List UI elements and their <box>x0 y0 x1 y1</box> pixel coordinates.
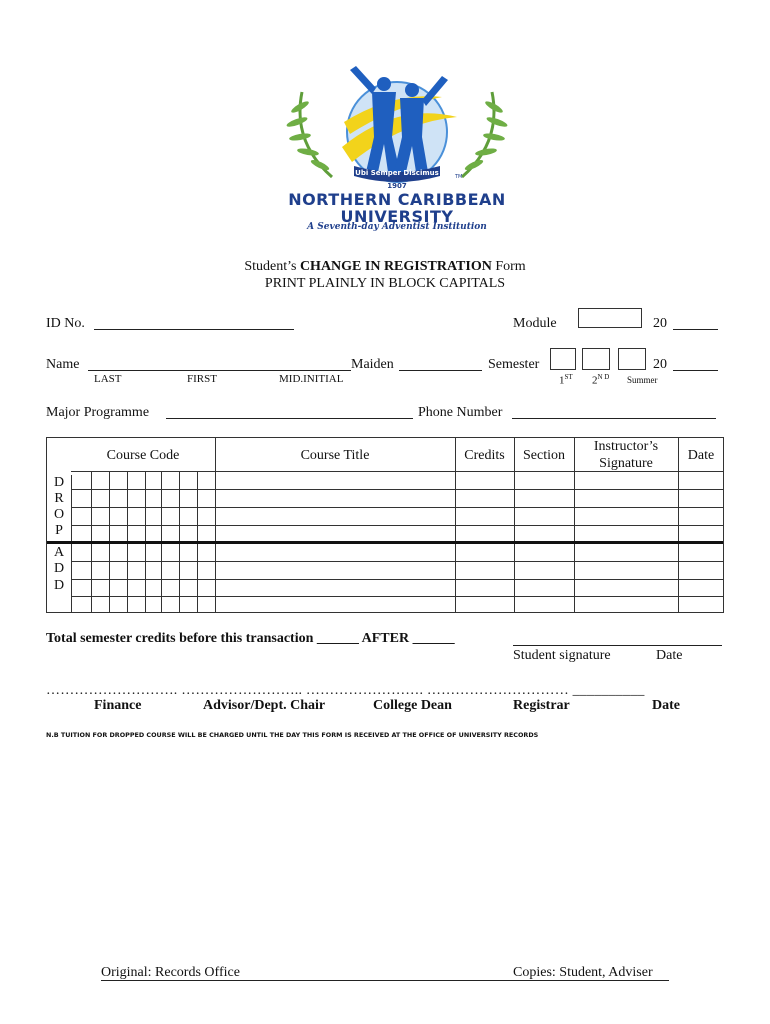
name-part-last: LAST <box>94 373 122 385</box>
advisor-label: Advisor/Dept. Chair <box>203 698 326 713</box>
logo-tagline: A Seventh-day Adventist Institution <box>307 222 487 232</box>
semester-first-box[interactable] <box>550 348 576 370</box>
student-signature-caption: Student signature <box>513 648 611 663</box>
row-rule <box>71 561 723 562</box>
major-field[interactable] <box>166 418 413 419</box>
id-label: ID No. <box>46 316 85 331</box>
drop-letter: O <box>53 507 65 522</box>
signoff-date-label: Date <box>652 698 680 713</box>
form-title-suffix: Form <box>491 259 526 274</box>
row-rule <box>71 507 723 508</box>
add-letter: A <box>53 545 65 560</box>
form-title-prefix: Student’s <box>244 259 300 274</box>
name-part-mid-initial: MID.INITIAL <box>279 373 344 385</box>
header-instructor-line2: Signature <box>599 456 653 471</box>
header-section: Section <box>523 448 565 463</box>
drop-letter: P <box>55 523 63 538</box>
university-logo <box>272 62 522 240</box>
module-label: Module <box>513 316 557 331</box>
semester-summer-caption: Summer <box>627 375 658 385</box>
row-rule <box>71 489 723 490</box>
dean-label: College Dean <box>373 698 452 713</box>
semester-year-label: 20 <box>653 357 667 372</box>
registrar-label: Registrar <box>513 698 570 713</box>
header-credits: Credits <box>464 448 505 463</box>
name-label: Name <box>46 357 80 372</box>
student-date-caption: Date <box>656 648 683 663</box>
form-title <box>0 259 770 275</box>
phone-field[interactable] <box>512 418 716 419</box>
logo-motto: Ubi Semper Discimus <box>355 169 439 177</box>
name-part-first: FIRST <box>187 373 217 385</box>
row-rule <box>71 579 723 580</box>
totals-label: Total semester credits before this transaction ______ AFTER ______ <box>46 631 455 646</box>
add-letter: D <box>53 561 65 576</box>
semester-summer-box[interactable] <box>618 348 646 370</box>
semester-label: Semester <box>488 357 540 372</box>
maiden-label: Maiden <box>351 357 394 372</box>
logo-year: 1907 <box>387 182 407 190</box>
id-field[interactable] <box>94 329 294 330</box>
module-year-label: 20 <box>653 316 667 331</box>
semester-second-box[interactable] <box>582 348 610 370</box>
course-table <box>46 437 724 613</box>
footer-original: Original: Records Office <box>101 965 240 980</box>
header-date: Date <box>687 448 715 463</box>
row-rule <box>71 525 723 526</box>
header-course-code: Course Code <box>106 448 180 463</box>
form-subtitle: PRINT PLAINLY IN BLOCK CAPITALS <box>264 276 506 291</box>
finance-label: Finance <box>94 698 142 713</box>
logo-name-line2: UNIVERSITY <box>340 207 454 226</box>
module-year-field[interactable] <box>673 329 718 330</box>
row-rule <box>71 596 723 597</box>
signoff-dots: ………………………. …………………….. ……………………. ………………………… __________ <box>46 683 645 698</box>
semester-year-field[interactable] <box>673 370 718 371</box>
footer-copies: Copies: Student, Adviser <box>513 965 653 980</box>
student-signature-field[interactable] <box>513 645 722 646</box>
logo-tm: TM <box>455 174 463 180</box>
semester-second-caption: $2^{N D}$ <box>592 373 610 387</box>
drop-letter: R <box>54 491 64 506</box>
header-course-title: Course Title <box>300 448 370 463</box>
logo-name-line1: NORTHERN CARIBBEAN <box>288 190 506 209</box>
form-title-bold: CHANGE IN REGISTRATION <box>299 259 492 274</box>
phone-label: Phone Number <box>418 405 503 420</box>
logo-emblem <box>272 62 522 192</box>
tuition-note: N.B TUITION FOR DROPPED COURSE WILL BE CHARGED UNTIL THE DAY THIS FORM IS RECEIVED AT THE OFFICE OF UNIVERSITY RECORDS <box>46 731 539 739</box>
maiden-field[interactable] <box>399 370 482 371</box>
drop-add-separator <box>47 541 723 544</box>
semester-first-caption: 1ST <box>559 373 573 387</box>
drop-letter: D <box>53 475 65 490</box>
header-instructor-line1: Instructor’s <box>593 439 659 454</box>
module-box[interactable] <box>578 308 642 328</box>
add-letter: D <box>53 578 65 593</box>
major-label: Major Programme <box>46 405 150 420</box>
name-field[interactable] <box>88 370 351 371</box>
